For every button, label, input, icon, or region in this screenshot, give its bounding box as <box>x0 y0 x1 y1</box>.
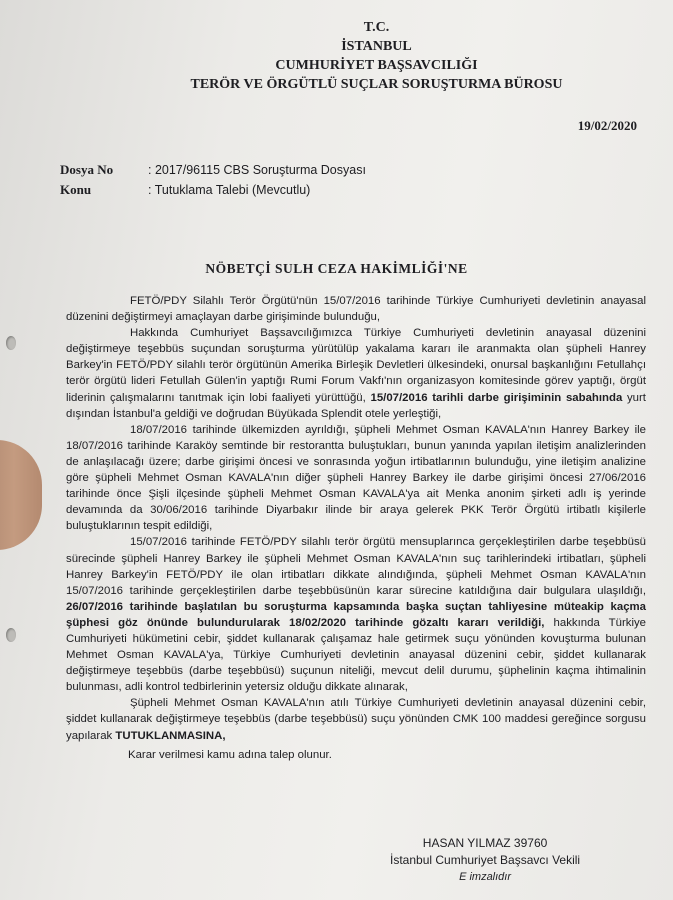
file-number-value: : 2017/96115 CBS Soruşturma Dosyası <box>148 163 366 177</box>
paragraph-4-bold: 26/07/2016 tarihinde başlatılan bu soruşturma kapsamında başka suçtan tahliyesine müteakip kaçma şüphesi göz önünde bulundurularak 18/02/2020 tarihinde gözaltı kararı verildiği, <box>66 600 646 629</box>
paragraph-3: 18/07/2016 tarihinde ülkemizden ayrıldığı, şüpheli Mehmet Osman KAVALA'nın Hanrey Barkey ile 18/07/2016 tarihinde Karaköy semtinde bir restorantta buluştukları, bunun yanında yapılan iletişim analizlerinden de anlaşılacağı üzere; darbe girişimi öncesi ve sonrasında yoğun irtibatlarının bulunduğu, yine iletişim analizine göre şüpheli Mehmet Osman KAVALA'nın diğer şüpheli Hanrey Barkey ile darbe girişimi öncesi 27/06/2016 tarihinde önce Şişli ilçesinde şüpheli Mehmet Osman KAVALA'ya ait Menka anonim şirketi adlı iş yerinde devamında da 30/06/2016 tarihinde Diyarbakır ilinde bir araya gelerek PKK Terör Örgütü irtibatlı kişilerle buluştuklarının tespit edildiği, <box>66 423 646 533</box>
document-body <box>66 293 646 763</box>
header-line-bureau: TERÖR VE ÖRGÜTLÜ SUÇLAR SORUŞTURMA BÜROSU <box>190 77 563 92</box>
document-meta <box>60 160 366 200</box>
signature-block <box>390 835 580 886</box>
paragraph-2-bold: 15/07/2016 tarihli darbe girişiminin sabahında <box>370 391 623 404</box>
signer-name: HASAN YILMAZ 39760 <box>422 836 548 850</box>
file-number-row <box>60 160 366 180</box>
header-line-office: CUMHURİYET BAŞSAVCILIĞI <box>275 58 478 73</box>
paragraph-4-text-end: hakkında Türkiye Cumhuriyeti hükümetini cebir, şiddet kullanarak çalışamaz hale getirmek suçu yönünden kovuşturma bulunan Mehmet Osman KAVALA'ya, Türkiye Cumhuriyeti devletinin anayasal düzenini cebir, şiddet kullanarak değiştirmeye teşebbüs (darbe teşebbüsü) suçunun niteliği, mevcut delil durumu, şüphelinin kaçma ihtimalinin bulunması, adli kontrol tedbirlerinin yetersiz olduğu dikkate alınarak, <box>66 616 647 694</box>
subject-label: Konu <box>60 182 92 197</box>
addressee-heading: NÖBETÇİ SULH CEZA HAKİMLİĞİ'NE <box>205 261 468 276</box>
paragraph-1: FETÖ/PDY Silahlı Terör Örgütü'nün 15/07/2016 tarihinde Türkiye Cumhuriyeti devletinin anayasal düzenini değiştirmeyi amaçlayan darbe girişiminde bulunduğu, <box>66 295 646 324</box>
paragraph-decision: Karar verilmesi kamu adına talep olunur. <box>128 748 332 761</box>
subject-row <box>60 180 366 200</box>
header-line-city: İSTANBUL <box>341 39 412 54</box>
document-date: 19/02/2020 <box>577 118 637 133</box>
e-signature-note: E imzalıdır <box>459 871 512 883</box>
letterhead <box>0 18 673 94</box>
punch-hole <box>6 628 16 642</box>
paragraph-5 <box>66 695 646 743</box>
paragraph-5-bold: TUTUKLANMASINA, <box>115 729 226 742</box>
header-line-tc: T.C. <box>363 20 390 35</box>
file-number-label: Dosya No <box>60 162 114 177</box>
paragraph-4-text: 15/07/2016 tarihinde FETÖ/PDY silahlı terör örgütü mensuplarınca gerçekleştirilen darbe teşebbüsü sürecinde şüpheli Hanrey Barkey ile şüpheli Mehmet Osman KAVALA'nın suç tarihlerindeki irtibatları, şüpheli Hanrey Barkey'in FETÖ/PDY ile olan irtibatları dikkate alındığında, şüpheli Mehmet Osman KAVALA'nın 15/07/2016 tarihinde gerçekleştirilen darbe teşebbüsünün karar sürecine katıldığına dair bulgulara ulaşıldığı, <box>66 536 646 597</box>
signer-title: İstanbul Cumhuriyet Başsavcı Vekili <box>390 853 581 867</box>
paragraph-2-text: Hakkında Cumhuriyet Başsavcılığımızca Türkiye Cumhuriyeti devletinin anayasal düzenini değiştirmeye teşebbüs suçundan soruşturma yürütülüp yakalama kararı ile aranmakta olan şüpheli Hanrey Barkey'in FETÖ/PDY silahlı terör örgütünün Amerika Birleşik Devletleri ülkesindeki, onursal başkanlığını Fetullahçı terör örgütü lideri Fetullah Gülen'in yaptığı Rumi Forum Vakfı'nın organizasyon komitesinde görev yaptığı, örgüt liderinin çalışmalarını tanıtmak için lobi faaliyeti yürüttüğü, <box>66 327 646 404</box>
thumb <box>0 440 42 550</box>
paragraph-2 <box>66 325 646 422</box>
punch-hole <box>6 336 16 350</box>
paragraph-2-text-end: yurt dışından İstanbul'a geldiği ve doğrudan Büyükada Splendit otele yerleştiği, <box>66 391 646 420</box>
paragraph-4 <box>66 534 646 695</box>
subject-value: : Tutuklama Talebi (Mevcutlu) <box>148 183 311 197</box>
paragraph-5-text: Şüpheli Mehmet Osman KAVALA'nın atılı Türkiye Cumhuriyeti devletinin anayasal düzenini cebir, şiddet kullanarak değiştirmeye teşebbüs (darbe teşebbüsü) suçu yönünden CMK 100 maddesi gereğince sorgusu yapılarak <box>66 697 646 742</box>
